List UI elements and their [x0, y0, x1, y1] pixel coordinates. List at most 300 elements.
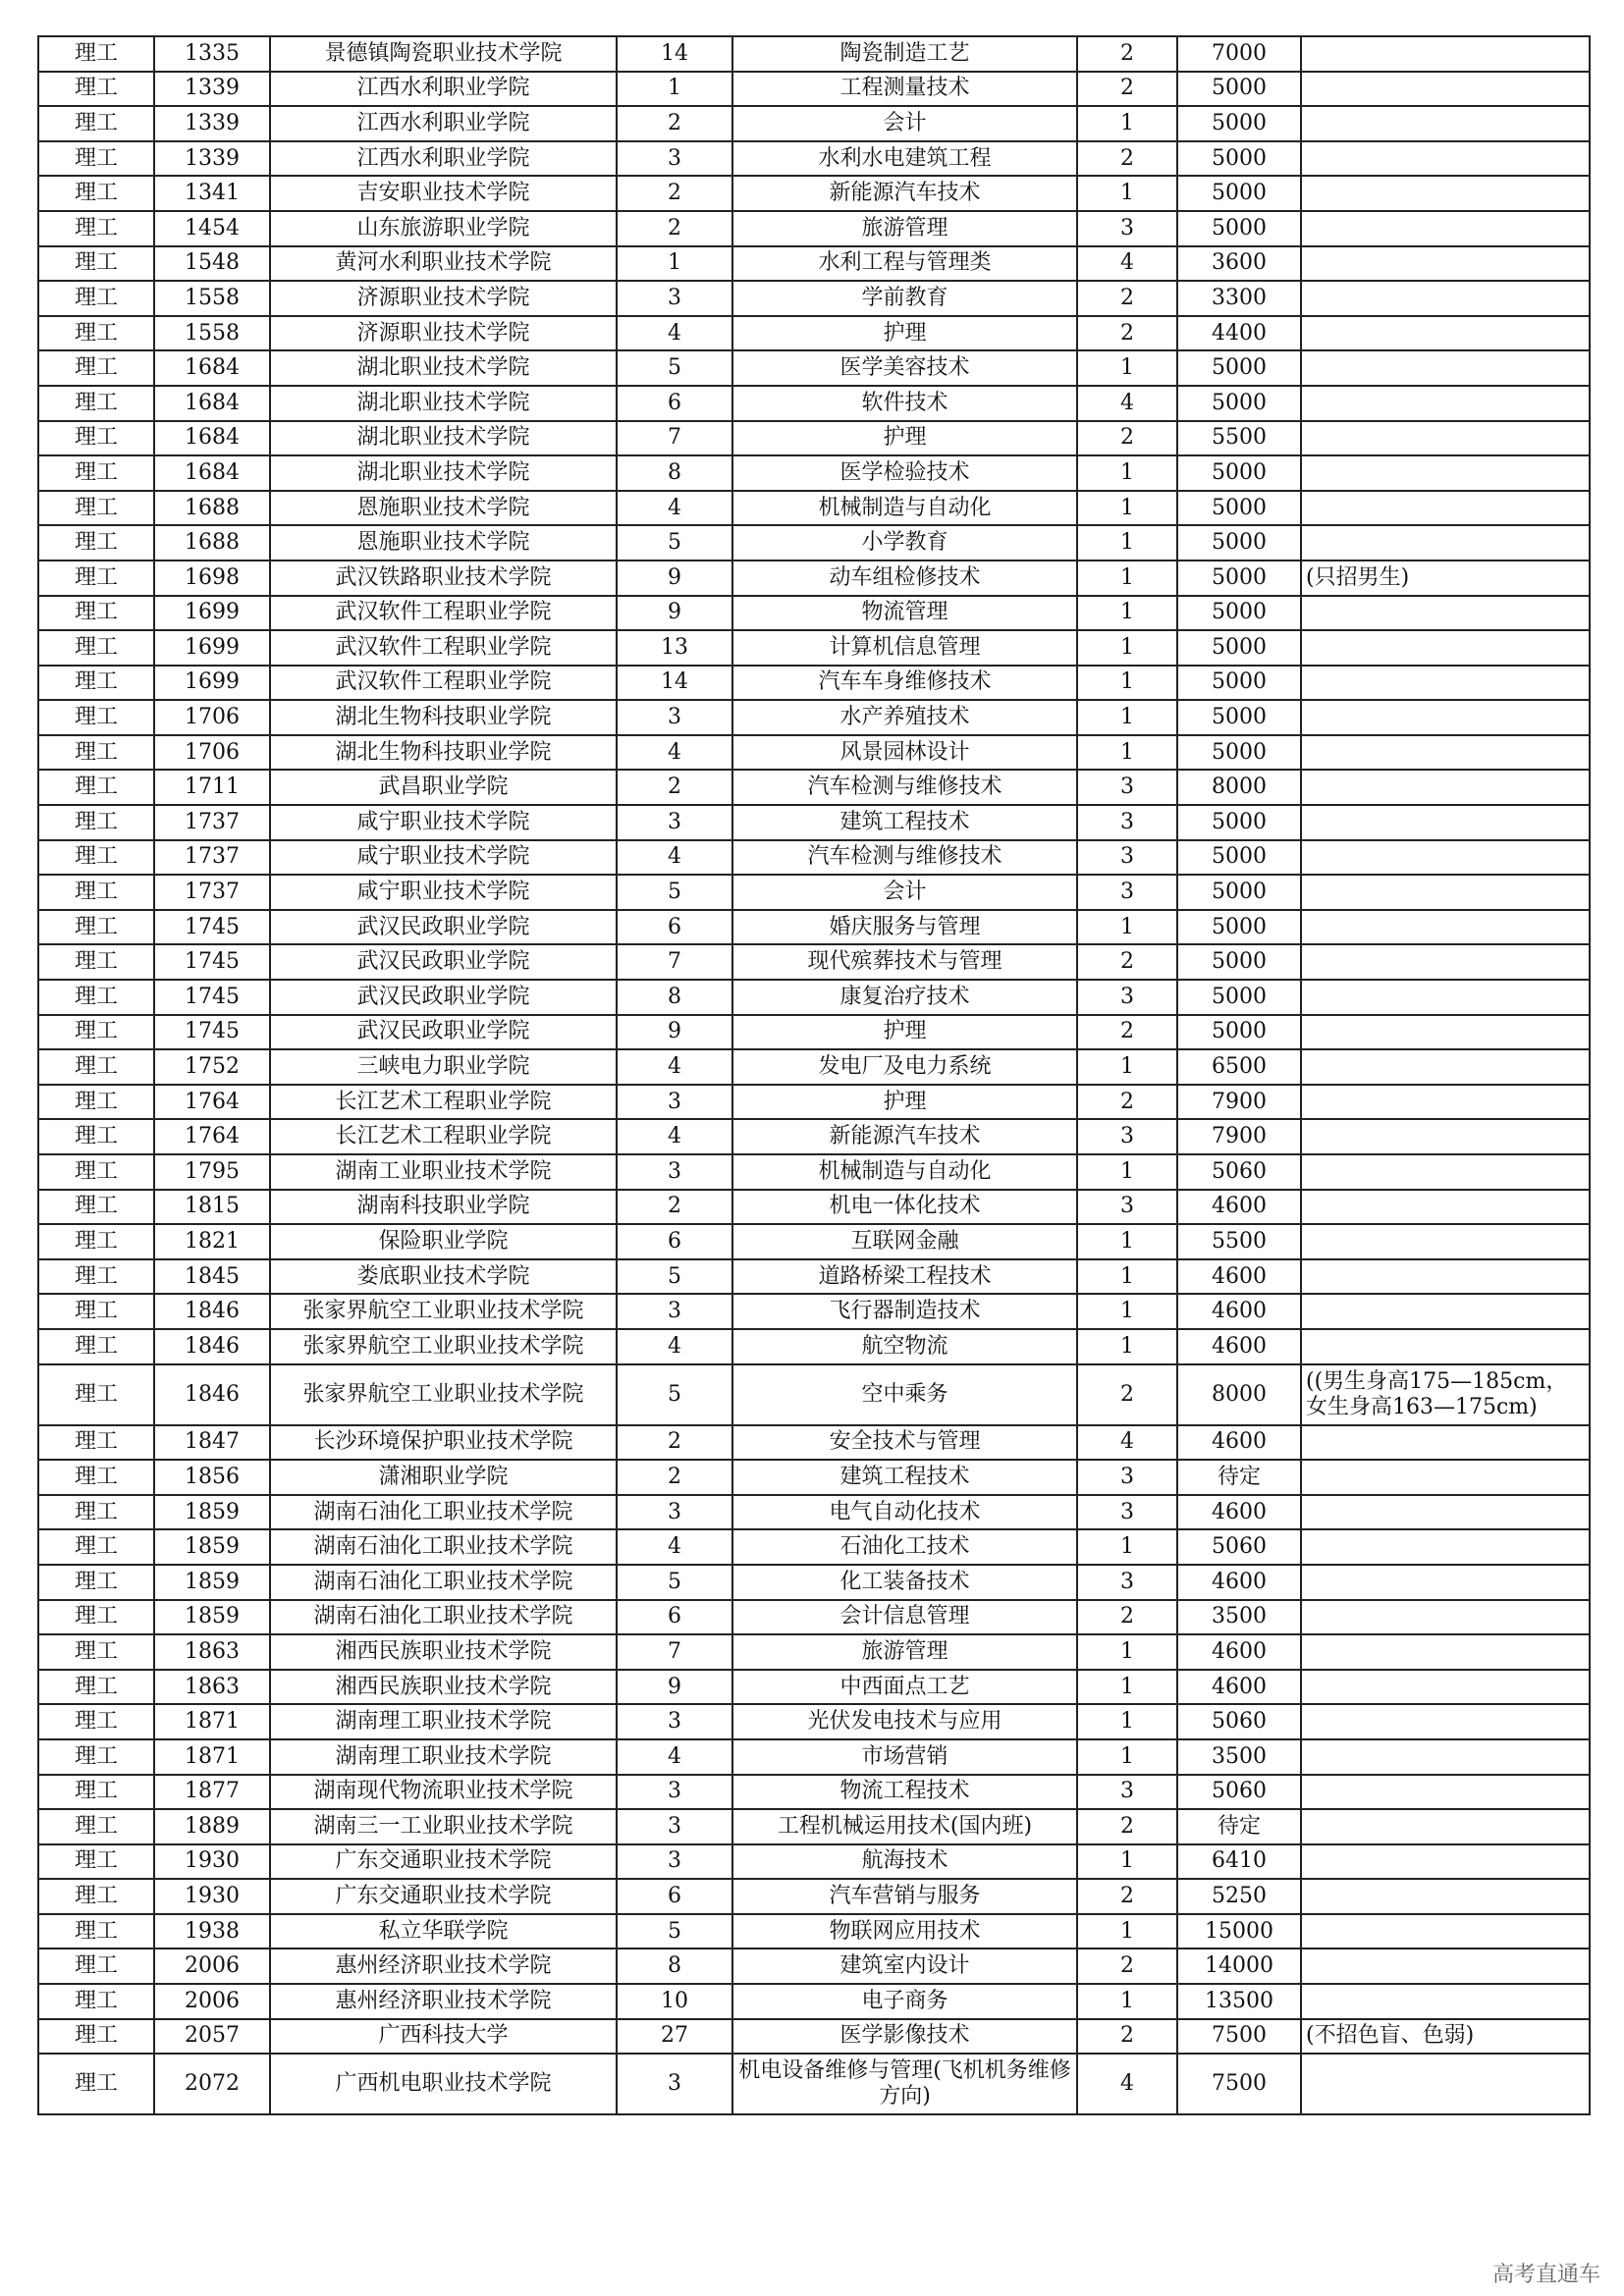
school-name-cell: 广东交通职业技术学院 [270, 1844, 617, 1880]
plan-count-cell: 3 [1077, 840, 1177, 876]
school-name-cell: 长江艺术工程职业学院 [270, 1085, 617, 1120]
school-name-cell: 湖南工业职业技术学院 [270, 1154, 617, 1190]
school-code-cell: 1859 [154, 1529, 270, 1565]
plan-count-cell: 3 [1077, 805, 1177, 840]
major-name-cell: 医学影像技术 [732, 2019, 1077, 2055]
plan-count-cell: 3 [1077, 875, 1177, 910]
school-code-cell: 1846 [154, 1294, 270, 1329]
note-cell [1301, 36, 1590, 72]
school-code-cell: 1684 [154, 350, 270, 386]
school-name-cell: 湖南石油化工职业技术学院 [270, 1565, 617, 1600]
school-name-cell: 济源职业技术学院 [270, 316, 617, 351]
school-name-cell: 惠州经济职业技术学院 [270, 1984, 617, 2019]
tuition-cell: 5500 [1177, 1224, 1301, 1259]
note-cell [1301, 421, 1590, 456]
tuition-cell: 3300 [1177, 281, 1301, 316]
major-code-cell: 2 [617, 176, 732, 211]
table-row [38, 1119, 1590, 1154]
major-name-cell: 旅游管理 [732, 211, 1077, 246]
table-row [38, 1259, 1590, 1295]
tuition-cell: 5060 [1177, 1529, 1301, 1565]
school-code-cell: 1699 [154, 630, 270, 666]
major-name-cell: 医学美容技术 [732, 350, 1077, 386]
category-cell: 理工 [38, 176, 154, 211]
category-cell: 理工 [38, 72, 154, 107]
category-cell: 理工 [38, 1015, 154, 1050]
major-code-cell: 5 [617, 1364, 732, 1425]
table-row [38, 700, 1590, 735]
major-name-cell: 工程机械运用技术(国内班) [732, 1809, 1077, 1844]
school-code-cell: 1335 [154, 36, 270, 72]
tuition-cell: 待定 [1177, 1809, 1301, 1844]
category-cell: 理工 [38, 1529, 154, 1565]
school-name-cell: 黄河水利职业技术学院 [270, 246, 617, 282]
category-cell: 理工 [38, 944, 154, 980]
plan-count-cell: 3 [1077, 1775, 1177, 1810]
tuition-cell: 6500 [1177, 1049, 1301, 1085]
plan-count-cell: 2 [1077, 72, 1177, 107]
major-name-cell: 航空物流 [732, 1329, 1077, 1364]
plan-count-cell: 1 [1077, 1154, 1177, 1190]
major-name-cell: 电气自动化技术 [732, 1495, 1077, 1530]
school-code-cell: 2072 [154, 2054, 270, 2114]
school-name-cell: 武汉民政职业学院 [270, 1015, 617, 1050]
major-name-cell: 动车组检修技术 [732, 561, 1077, 596]
note-cell [1301, 980, 1590, 1015]
school-name-cell: 三峡电力职业学院 [270, 1049, 617, 1085]
school-name-cell: 江西水利职业学院 [270, 141, 617, 177]
major-name-cell: 飞行器制造技术 [732, 1294, 1077, 1329]
major-code-cell: 7 [617, 944, 732, 980]
major-name-cell: 风景园林设计 [732, 735, 1077, 771]
table-row [38, 525, 1590, 561]
table-row [38, 1809, 1590, 1844]
major-name-cell: 工程测量技术 [732, 72, 1077, 107]
note-cell [1301, 1015, 1590, 1050]
tuition-cell: 5000 [1177, 176, 1301, 211]
table-row [38, 666, 1590, 701]
school-name-cell: 广西科技大学 [270, 2019, 617, 2055]
category-cell: 理工 [38, 770, 154, 805]
major-code-cell: 4 [617, 1119, 732, 1154]
major-name-cell: 小学教育 [732, 525, 1077, 561]
category-cell: 理工 [38, 2019, 154, 2055]
school-code-cell: 1863 [154, 1670, 270, 1705]
school-name-cell: 张家界航空工业职业技术学院 [270, 1364, 617, 1425]
school-name-cell: 私立华联学院 [270, 1914, 617, 1949]
major-code-cell: 7 [617, 421, 732, 456]
tuition-cell: 4600 [1177, 1329, 1301, 1364]
tuition-cell: 5000 [1177, 386, 1301, 421]
plan-count-cell: 3 [1077, 1190, 1177, 1225]
category-cell: 理工 [38, 246, 154, 282]
major-code-cell: 3 [617, 281, 732, 316]
plan-count-cell: 1 [1077, 630, 1177, 666]
school-code-cell: 1341 [154, 176, 270, 211]
school-code-cell: 1558 [154, 316, 270, 351]
category-cell: 理工 [38, 1984, 154, 2019]
plan-count-cell: 3 [1077, 1565, 1177, 1600]
major-name-cell: 新能源汽车技术 [732, 176, 1077, 211]
school-name-cell: 娄底职业技术学院 [270, 1259, 617, 1295]
table-row [38, 1154, 1590, 1190]
note-cell [1301, 525, 1590, 561]
major-code-cell: 4 [617, 316, 732, 351]
table-row [38, 1224, 1590, 1259]
note-cell [1301, 1704, 1590, 1739]
category-cell: 理工 [38, 1914, 154, 1949]
note-cell [1301, 491, 1590, 526]
plan-count-cell: 1 [1077, 596, 1177, 631]
tuition-cell: 3500 [1177, 1739, 1301, 1775]
category-cell: 理工 [38, 1364, 154, 1425]
table-row [38, 944, 1590, 980]
table-body [38, 36, 1590, 2114]
school-code-cell: 1698 [154, 561, 270, 596]
school-name-cell: 景德镇陶瓷职业技术学院 [270, 36, 617, 72]
major-code-cell: 1 [617, 72, 732, 107]
school-code-cell: 1821 [154, 1224, 270, 1259]
plan-count-cell: 4 [1077, 246, 1177, 282]
table-row [38, 281, 1590, 316]
note-cell [1301, 386, 1590, 421]
note-cell [1301, 1049, 1590, 1085]
tuition-cell: 8000 [1177, 770, 1301, 805]
school-name-cell: 张家界航空工业职业技术学院 [270, 1329, 617, 1364]
category-cell: 理工 [38, 455, 154, 491]
major-name-cell: 新能源汽车技术 [732, 1119, 1077, 1154]
major-code-cell: 13 [617, 630, 732, 666]
major-name-cell: 护理 [732, 1015, 1077, 1050]
category-cell: 理工 [38, 491, 154, 526]
tuition-cell: 6410 [1177, 1844, 1301, 1880]
note-cell [1301, 666, 1590, 701]
school-code-cell: 1558 [154, 281, 270, 316]
tuition-cell: 5000 [1177, 561, 1301, 596]
major-name-cell: 计算机信息管理 [732, 630, 1077, 666]
note-cell [1301, 700, 1590, 735]
major-name-cell: 机械制造与自动化 [732, 491, 1077, 526]
tuition-cell: 待定 [1177, 1460, 1301, 1495]
table-row [38, 1364, 1590, 1425]
school-code-cell: 1846 [154, 1329, 270, 1364]
note-cell [1301, 735, 1590, 771]
school-code-cell: 1339 [154, 72, 270, 107]
plan-count-cell: 1 [1077, 1294, 1177, 1329]
school-name-cell: 惠州经济职业技术学院 [270, 1949, 617, 1984]
admission-plan-page [37, 35, 1589, 2115]
school-name-cell: 咸宁职业技术学院 [270, 875, 617, 910]
note-cell [1301, 1329, 1590, 1364]
category-cell: 理工 [38, 666, 154, 701]
major-code-cell: 4 [617, 1739, 732, 1775]
major-name-cell: 机械制造与自动化 [732, 1154, 1077, 1190]
note-cell [1301, 350, 1590, 386]
school-code-cell: 1930 [154, 1879, 270, 1914]
major-code-cell: 2 [617, 106, 732, 141]
table-row [38, 36, 1590, 72]
major-name-cell: 物流工程技术 [732, 1775, 1077, 1810]
major-code-cell: 4 [617, 840, 732, 876]
table-row [38, 141, 1590, 177]
school-code-cell: 1684 [154, 421, 270, 456]
plan-count-cell: 2 [1077, 36, 1177, 72]
school-name-cell: 湖北职业技术学院 [270, 386, 617, 421]
school-code-cell: 1706 [154, 735, 270, 771]
school-code-cell: 1737 [154, 875, 270, 910]
school-name-cell: 咸宁职业技术学院 [270, 840, 617, 876]
table-row [38, 1190, 1590, 1225]
school-code-cell: 1737 [154, 840, 270, 876]
category-cell: 理工 [38, 106, 154, 141]
category-cell: 理工 [38, 700, 154, 735]
category-cell: 理工 [38, 1775, 154, 1810]
major-code-cell: 6 [617, 1600, 732, 1635]
tuition-cell: 3600 [1177, 246, 1301, 282]
major-code-cell: 3 [617, 700, 732, 735]
major-code-cell: 2 [617, 1190, 732, 1225]
major-name-cell: 空中乘务 [732, 1364, 1077, 1425]
category-cell: 理工 [38, 1294, 154, 1329]
major-code-cell: 6 [617, 1879, 732, 1914]
school-code-cell: 2006 [154, 1984, 270, 2019]
school-code-cell: 1699 [154, 596, 270, 631]
plan-count-cell: 1 [1077, 1329, 1177, 1364]
plan-count-cell: 1 [1077, 561, 1177, 596]
school-code-cell: 2006 [154, 1949, 270, 1984]
table-row [38, 1949, 1590, 1984]
major-code-cell: 5 [617, 350, 732, 386]
major-code-cell: 2 [617, 1425, 732, 1461]
tuition-cell: 5000 [1177, 211, 1301, 246]
major-code-cell: 3 [617, 141, 732, 177]
school-name-cell: 武汉民政职业学院 [270, 980, 617, 1015]
tuition-cell: 5000 [1177, 980, 1301, 1015]
table-row [38, 106, 1590, 141]
school-name-cell: 湖南三一工业职业技术学院 [270, 1809, 617, 1844]
school-name-cell: 广东交通职业技术学院 [270, 1879, 617, 1914]
category-cell: 理工 [38, 1844, 154, 1880]
category-cell: 理工 [38, 630, 154, 666]
table-row [38, 455, 1590, 491]
tuition-cell: 5060 [1177, 1154, 1301, 1190]
school-name-cell: 张家界航空工业职业技术学院 [270, 1294, 617, 1329]
school-code-cell: 1871 [154, 1704, 270, 1739]
note-cell: (只招男生) [1301, 561, 1590, 596]
plan-count-cell: 2 [1077, 944, 1177, 980]
plan-count-cell: 1 [1077, 666, 1177, 701]
category-cell: 理工 [38, 1879, 154, 1914]
school-name-cell: 湖北生物科技职业学院 [270, 700, 617, 735]
plan-count-cell: 4 [1077, 386, 1177, 421]
note-cell [1301, 1460, 1590, 1495]
note-cell [1301, 1119, 1590, 1154]
tuition-cell: 7900 [1177, 1085, 1301, 1120]
major-code-cell: 2 [617, 770, 732, 805]
tuition-cell: 5250 [1177, 1879, 1301, 1914]
plan-count-cell: 2 [1077, 1015, 1177, 1050]
school-code-cell: 1706 [154, 700, 270, 735]
note-cell [1301, 1154, 1590, 1190]
plan-count-cell: 1 [1077, 910, 1177, 945]
plan-count-cell: 1 [1077, 1259, 1177, 1295]
major-code-cell: 3 [617, 1844, 732, 1880]
major-code-cell: 5 [617, 525, 732, 561]
tuition-cell: 3500 [1177, 1600, 1301, 1635]
plan-count-cell: 1 [1077, 1634, 1177, 1670]
major-name-cell: 护理 [732, 1085, 1077, 1120]
school-name-cell: 湖南现代物流职业技术学院 [270, 1775, 617, 1810]
school-code-cell: 1684 [154, 386, 270, 421]
table-row [38, 1085, 1590, 1120]
major-name-cell: 康复治疗技术 [732, 980, 1077, 1015]
school-name-cell: 湖南理工职业技术学院 [270, 1739, 617, 1775]
tuition-cell: 5000 [1177, 455, 1301, 491]
category-cell: 理工 [38, 350, 154, 386]
major-name-cell: 水产养殖技术 [732, 700, 1077, 735]
tuition-cell: 4600 [1177, 1294, 1301, 1329]
school-name-cell: 江西水利职业学院 [270, 72, 617, 107]
note-cell [1301, 1879, 1590, 1914]
table-row [38, 770, 1590, 805]
school-code-cell: 1752 [154, 1049, 270, 1085]
plan-count-cell: 1 [1077, 491, 1177, 526]
plan-count-cell: 1 [1077, 1914, 1177, 1949]
school-code-cell: 1764 [154, 1119, 270, 1154]
note-cell: (不招色盲、色弱) [1301, 2019, 1590, 2055]
school-name-cell: 武汉铁路职业技术学院 [270, 561, 617, 596]
major-name-cell: 安全技术与管理 [732, 1425, 1077, 1461]
major-code-cell: 4 [617, 1049, 732, 1085]
table-row [38, 176, 1590, 211]
note-cell [1301, 1190, 1590, 1225]
tuition-cell: 15000 [1177, 1914, 1301, 1949]
tuition-cell: 5000 [1177, 700, 1301, 735]
plan-count-cell: 2 [1077, 1809, 1177, 1844]
major-code-cell: 3 [617, 2054, 732, 2114]
category-cell: 理工 [38, 1154, 154, 1190]
school-name-cell: 武昌职业学院 [270, 770, 617, 805]
major-code-cell: 6 [617, 386, 732, 421]
major-name-cell: 航海技术 [732, 1844, 1077, 1880]
major-name-cell: 建筑工程技术 [732, 805, 1077, 840]
major-name-cell: 光伏发电技术与应用 [732, 1704, 1077, 1739]
major-code-cell: 27 [617, 2019, 732, 2055]
tuition-cell: 8000 [1177, 1364, 1301, 1425]
major-name-cell: 建筑工程技术 [732, 1460, 1077, 1495]
school-name-cell: 湖南科技职业学院 [270, 1190, 617, 1225]
tuition-cell: 5000 [1177, 106, 1301, 141]
major-code-cell: 4 [617, 1329, 732, 1364]
category-cell: 理工 [38, 1460, 154, 1495]
school-name-cell: 湖北生物科技职业学院 [270, 735, 617, 771]
category-cell: 理工 [38, 1739, 154, 1775]
watermark-text: 高考直通车 [1491, 2263, 1600, 2287]
category-cell: 理工 [38, 2054, 154, 2114]
major-code-cell: 10 [617, 1984, 732, 2019]
major-name-cell: 物流管理 [732, 596, 1077, 631]
school-code-cell: 1745 [154, 1015, 270, 1050]
table-row [38, 1704, 1590, 1739]
table-row [38, 350, 1590, 386]
major-code-cell: 9 [617, 1670, 732, 1705]
note-cell [1301, 1224, 1590, 1259]
category-cell: 理工 [38, 421, 154, 456]
category-cell: 理工 [38, 1119, 154, 1154]
note-cell [1301, 805, 1590, 840]
category-cell: 理工 [38, 840, 154, 876]
category-cell: 理工 [38, 1600, 154, 1635]
school-code-cell: 1688 [154, 525, 270, 561]
plan-count-cell: 2 [1077, 1949, 1177, 1984]
category-cell: 理工 [38, 561, 154, 596]
tuition-cell: 7900 [1177, 1119, 1301, 1154]
tuition-cell: 5500 [1177, 421, 1301, 456]
tuition-cell: 5000 [1177, 596, 1301, 631]
major-name-cell: 汽车车身维修技术 [732, 666, 1077, 701]
category-cell: 理工 [38, 735, 154, 771]
school-name-cell: 湘西民族职业技术学院 [270, 1634, 617, 1670]
plan-count-cell: 1 [1077, 1224, 1177, 1259]
category-cell: 理工 [38, 1809, 154, 1844]
major-name-cell: 会计 [732, 106, 1077, 141]
note-cell [1301, 1634, 1590, 1670]
school-name-cell: 长沙环境保护职业技术学院 [270, 1425, 617, 1461]
plan-count-cell: 1 [1077, 455, 1177, 491]
note-cell [1301, 1984, 1590, 2019]
plan-count-cell: 1 [1077, 1704, 1177, 1739]
table-row [38, 1015, 1590, 1050]
note-cell [1301, 944, 1590, 980]
table-row [38, 1495, 1590, 1530]
tuition-cell: 4600 [1177, 1634, 1301, 1670]
tuition-cell: 5000 [1177, 840, 1301, 876]
table-row [38, 1914, 1590, 1949]
plan-count-cell: 1 [1077, 700, 1177, 735]
tuition-cell: 5000 [1177, 525, 1301, 561]
school-name-cell: 恩施职业技术学院 [270, 491, 617, 526]
note-cell [1301, 1844, 1590, 1880]
major-code-cell: 8 [617, 455, 732, 491]
tuition-cell: 4600 [1177, 1190, 1301, 1225]
plan-count-cell: 3 [1077, 770, 1177, 805]
major-name-cell: 市场营销 [732, 1739, 1077, 1775]
note-cell [1301, 1425, 1590, 1461]
major-name-cell: 学前教育 [732, 281, 1077, 316]
plan-count-cell: 2 [1077, 316, 1177, 351]
school-code-cell: 1845 [154, 1259, 270, 1295]
category-cell: 理工 [38, 1495, 154, 1530]
note-cell [1301, 106, 1590, 141]
table-row [38, 805, 1590, 840]
note-cell [1301, 176, 1590, 211]
school-code-cell: 1930 [154, 1844, 270, 1880]
category-cell: 理工 [38, 805, 154, 840]
plan-count-cell: 2 [1077, 2019, 1177, 2055]
major-name-cell: 机电设备维修与管理(飞机机务维修方向) [732, 2054, 1077, 2114]
major-code-cell: 6 [617, 910, 732, 945]
school-name-cell: 武汉软件工程职业学院 [270, 630, 617, 666]
category-cell: 理工 [38, 1634, 154, 1670]
note-cell [1301, 72, 1590, 107]
school-code-cell: 1877 [154, 1775, 270, 1810]
note-cell [1301, 1739, 1590, 1775]
school-name-cell: 武汉软件工程职业学院 [270, 666, 617, 701]
table-row [38, 1565, 1590, 1600]
major-name-cell: 电子商务 [732, 1984, 1077, 2019]
plan-count-cell: 1 [1077, 350, 1177, 386]
major-code-cell: 5 [617, 1565, 732, 1600]
